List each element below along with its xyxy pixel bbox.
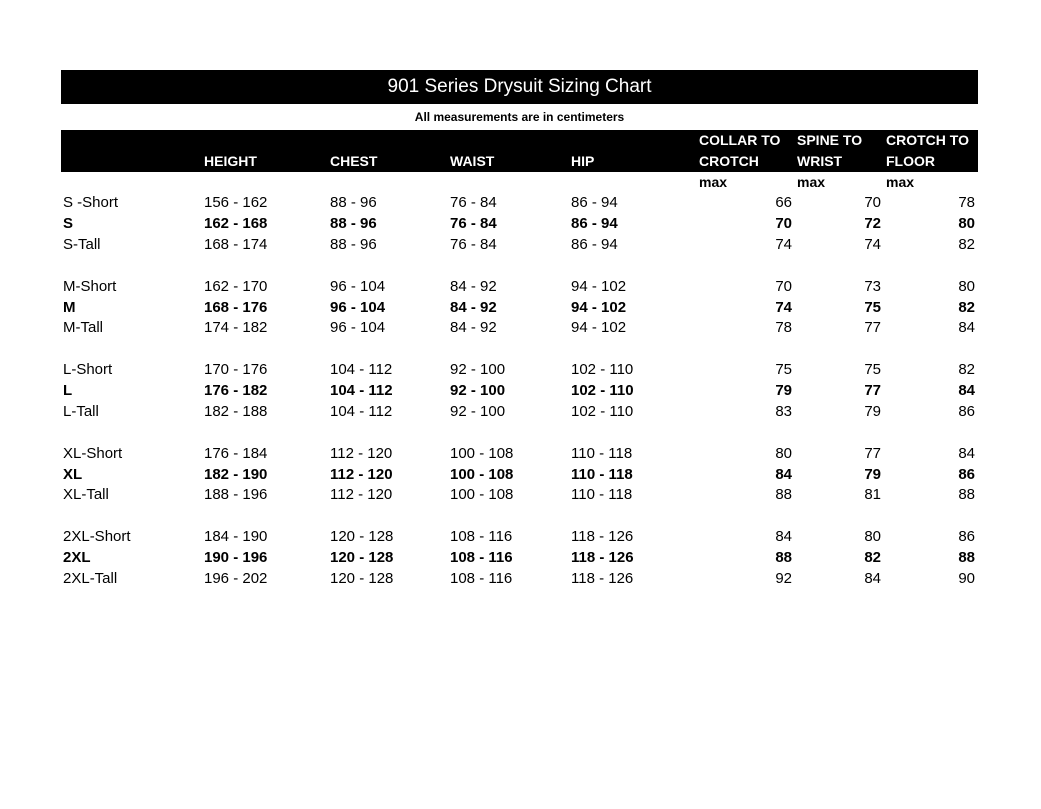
cell-spine-to-wrist: 73: [864, 278, 881, 295]
cell-crotch-to-floor: 86: [958, 466, 975, 483]
cell-size: XL: [63, 466, 83, 483]
cell-crotch-to-floor: 88: [958, 549, 975, 566]
cell-collar-to-crotch: 80: [775, 445, 792, 462]
cell-spine-to-wrist: 80: [864, 528, 881, 545]
cell-waist: 100 - 108: [450, 466, 514, 483]
cell-collar-to-crotch: 74: [775, 236, 792, 253]
cell-crotch-to-floor: 80: [958, 215, 975, 232]
cell-height: 196 - 202: [204, 570, 268, 587]
cell-hip: 102 - 110: [571, 382, 634, 399]
cell-waist: 84 - 92: [450, 319, 497, 336]
cell-collar-to-crotch: 84: [775, 466, 792, 483]
cell-spine-to-wrist: 74: [864, 236, 881, 253]
cell-chest: 96 - 104: [330, 319, 386, 336]
cell-crotch-to-floor: 78: [958, 194, 975, 211]
header-crotch-to-floor-line2: FLOOR: [886, 153, 935, 169]
cell-height: 168 - 174: [204, 236, 268, 253]
cell-chest: 88 - 96: [330, 236, 377, 253]
cell-size: S: [63, 215, 74, 232]
cell-size: XL-Short: [63, 445, 123, 462]
header-collar-to-crotch-line2: CROTCH: [699, 153, 759, 169]
cell-spine-to-wrist: 79: [864, 403, 881, 420]
cell-collar-to-crotch: 88: [775, 549, 792, 566]
header-collar-to-crotch-line1: COLLAR TO: [699, 132, 781, 148]
header-height: HEIGHT: [204, 153, 257, 169]
cell-size: M: [63, 299, 76, 316]
cell-chest: 104 - 112: [330, 361, 393, 378]
table-row: [61, 443, 978, 464]
cell-height: 188 - 196: [204, 486, 268, 503]
cell-chest: 104 - 112: [330, 403, 393, 420]
cell-size: 2XL-Tall: [63, 570, 118, 587]
header-spine-to-wrist-line1: SPINE TO: [797, 132, 863, 148]
cell-chest: 120 - 128: [330, 570, 394, 587]
cell-collar-to-crotch: 79: [775, 382, 792, 399]
max-label-crotch-to-floor: max: [886, 174, 915, 190]
table-row: [61, 526, 978, 547]
cell-spine-to-wrist: 81: [864, 486, 881, 503]
table-row: [61, 276, 978, 297]
table-row: [61, 234, 978, 255]
cell-crotch-to-floor: 86: [958, 528, 975, 545]
cell-spine-to-wrist: 70: [864, 194, 881, 211]
table-row: [61, 464, 978, 485]
cell-hip: 86 - 94: [571, 236, 618, 253]
cell-waist: 76 - 84: [450, 215, 497, 232]
cell-size: S-Tall: [63, 236, 101, 253]
cell-chest: 88 - 96: [330, 215, 377, 232]
cell-size: 2XL: [63, 549, 91, 566]
cell-crotch-to-floor: 82: [958, 299, 975, 316]
cell-size: M-Tall: [63, 319, 103, 336]
cell-hip: 94 - 102: [571, 319, 627, 336]
table-row: [61, 359, 978, 380]
cell-spine-to-wrist: 84: [864, 570, 881, 587]
cell-chest: 96 - 104: [330, 278, 386, 295]
cell-crotch-to-floor: 84: [958, 319, 975, 336]
cell-waist: 108 - 116: [450, 528, 513, 545]
cell-chest: 112 - 120: [330, 486, 393, 503]
cell-hip: 118 - 126: [571, 549, 634, 566]
header-hip: HIP: [571, 153, 595, 169]
table-row: [61, 547, 978, 568]
cell-collar-to-crotch: 70: [775, 215, 792, 232]
cell-collar-to-crotch: 75: [775, 361, 792, 378]
cell-height: 190 - 196: [204, 549, 268, 566]
cell-chest: 120 - 128: [330, 528, 394, 545]
cell-waist: 92 - 100: [450, 361, 506, 378]
cell-spine-to-wrist: 75: [864, 361, 881, 378]
chart-title: 901 Series Drysuit Sizing Chart: [387, 76, 652, 97]
cell-spine-to-wrist: 77: [864, 319, 881, 336]
header-chest: CHEST: [330, 153, 378, 169]
cell-crotch-to-floor: 82: [958, 236, 975, 253]
cell-waist: 108 - 116: [450, 570, 513, 587]
cell-spine-to-wrist: 82: [864, 549, 881, 566]
cell-height: 182 - 188: [204, 403, 268, 420]
cell-hip: 110 - 118: [571, 486, 633, 503]
cell-chest: 88 - 96: [330, 194, 377, 211]
cell-height: 176 - 182: [204, 382, 268, 399]
cell-waist: 84 - 92: [450, 299, 497, 316]
cell-crotch-to-floor: 90: [958, 570, 975, 587]
cell-chest: 112 - 120: [330, 445, 393, 462]
cell-hip: 102 - 110: [571, 361, 634, 378]
cell-spine-to-wrist: 79: [864, 466, 881, 483]
cell-size: L: [63, 382, 73, 399]
cell-collar-to-crotch: 66: [775, 194, 792, 211]
cell-crotch-to-floor: 80: [958, 278, 975, 295]
cell-hip: 94 - 102: [571, 299, 627, 316]
chart-title-bar: [61, 70, 978, 104]
cell-collar-to-crotch: 83: [775, 403, 792, 420]
cell-hip: 110 - 118: [571, 445, 633, 462]
cell-height: 162 - 168: [204, 215, 268, 232]
cell-crotch-to-floor: 88: [958, 486, 975, 503]
table-row: [61, 380, 978, 401]
cell-height: 174 - 182: [204, 319, 268, 336]
cell-crotch-to-floor: 84: [958, 382, 975, 399]
cell-waist: 76 - 84: [450, 194, 497, 211]
header-crotch-to-floor-line1: CROTCH TO: [886, 132, 969, 148]
max-label-spine-to-wrist: max: [797, 174, 826, 190]
cell-height: 176 - 184: [204, 445, 268, 462]
units-note: All measurements are in centimeters: [414, 110, 625, 124]
header-spine-to-wrist-line2: WRIST: [797, 153, 843, 169]
table-row: [61, 484, 978, 505]
table-row: [61, 297, 978, 318]
cell-size: S -Short: [63, 194, 119, 211]
cell-hip: 110 - 118: [571, 466, 633, 483]
cell-waist: 108 - 116: [450, 549, 513, 566]
cell-height: 184 - 190: [204, 528, 268, 545]
cell-hip: 118 - 126: [571, 528, 634, 545]
cell-waist: 92 - 100: [450, 403, 506, 420]
table-row: [61, 401, 978, 422]
header-waist: WAIST: [450, 153, 495, 169]
cell-hip: 86 - 94: [571, 215, 618, 232]
max-label-collar-to-crotch: max: [699, 174, 728, 190]
cell-height: 162 - 170: [204, 278, 268, 295]
cell-crotch-to-floor: 86: [958, 403, 975, 420]
cell-spine-to-wrist: 77: [864, 445, 881, 462]
cell-hip: 94 - 102: [571, 278, 627, 295]
cell-size: M-Short: [63, 278, 117, 295]
cell-collar-to-crotch: 92: [775, 570, 792, 587]
cell-hip: 102 - 110: [571, 403, 634, 420]
cell-spine-to-wrist: 72: [864, 215, 881, 232]
cell-chest: 96 - 104: [330, 299, 386, 316]
cell-waist: 84 - 92: [450, 278, 497, 295]
cell-crotch-to-floor: 84: [958, 445, 975, 462]
cell-chest: 104 - 112: [330, 382, 393, 399]
cell-waist: 92 - 100: [450, 382, 506, 399]
cell-size: 2XL-Short: [63, 528, 131, 545]
cell-height: 168 - 176: [204, 299, 268, 316]
table-row: [61, 213, 978, 234]
cell-waist: 76 - 84: [450, 236, 497, 253]
cell-collar-to-crotch: 84: [775, 528, 792, 545]
cell-collar-to-crotch: 70: [775, 278, 792, 295]
cell-spine-to-wrist: 77: [864, 382, 881, 399]
cell-waist: 100 - 108: [450, 445, 514, 462]
cell-hip: 86 - 94: [571, 194, 618, 211]
cell-spine-to-wrist: 75: [864, 299, 881, 316]
cell-crotch-to-floor: 82: [958, 361, 975, 378]
table-row: [61, 192, 978, 213]
cell-collar-to-crotch: 78: [775, 319, 792, 336]
cell-height: 156 - 162: [204, 194, 268, 211]
cell-collar-to-crotch: 88: [775, 486, 792, 503]
cell-height: 170 - 176: [204, 361, 268, 378]
table-header: [61, 130, 978, 172]
cell-size: L-Tall: [63, 403, 99, 420]
table-row: [61, 568, 978, 589]
cell-collar-to-crotch: 74: [775, 299, 792, 316]
cell-size: XL-Tall: [63, 486, 109, 503]
cell-height: 182 - 190: [204, 466, 268, 483]
table-row: [61, 317, 978, 338]
cell-hip: 118 - 126: [571, 570, 634, 587]
cell-chest: 112 - 120: [330, 466, 393, 483]
cell-chest: 120 - 128: [330, 549, 394, 566]
cell-size: L-Short: [63, 361, 113, 378]
cell-waist: 100 - 108: [450, 486, 514, 503]
